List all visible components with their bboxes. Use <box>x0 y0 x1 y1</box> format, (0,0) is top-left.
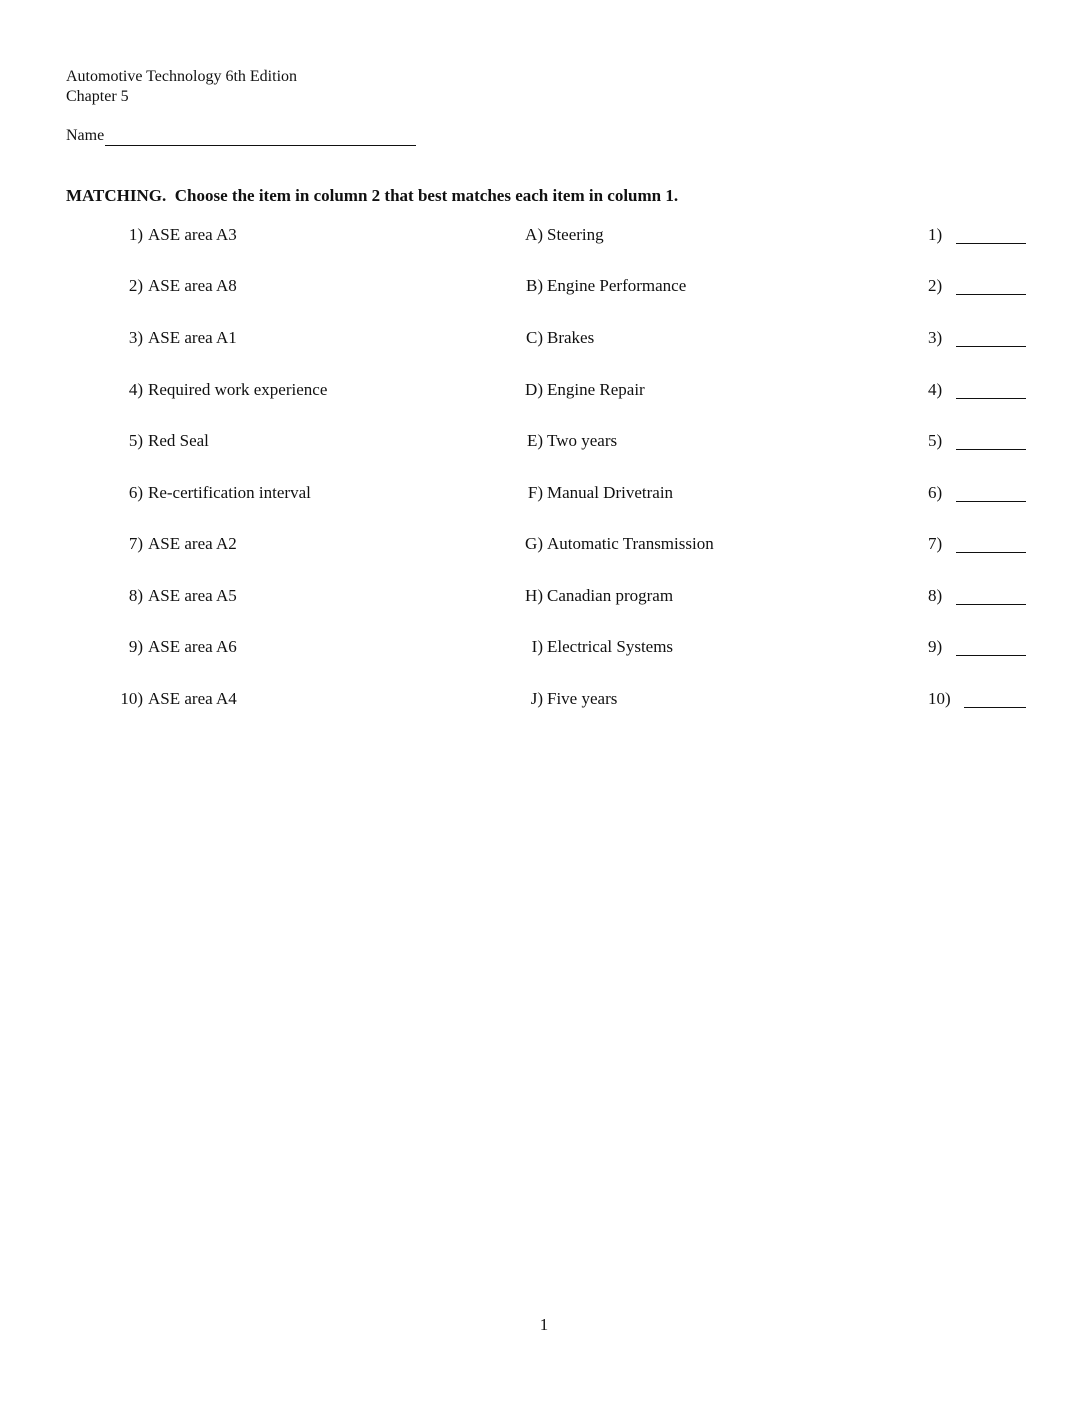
item-number: 5) <box>128 431 143 450</box>
matching-row <box>0 481 1088 505</box>
matching-row <box>0 687 1088 711</box>
item-number: 6) <box>128 483 143 502</box>
option-letter: H) <box>525 586 543 605</box>
answer-blank[interactable] <box>964 707 1026 708</box>
column-1-item: ASE area A1 <box>148 328 237 347</box>
option-letter: D) <box>525 380 543 399</box>
answer-blank[interactable] <box>956 655 1026 656</box>
matching-row <box>0 274 1088 298</box>
column-2-item: Brakes <box>547 328 595 347</box>
column-2-item: Engine Performance <box>547 276 687 295</box>
document-header <box>66 67 297 107</box>
column-1-item: Re-certification interval <box>148 483 311 502</box>
option-letter: J) <box>530 689 543 708</box>
answer-number: 4) <box>928 380 943 399</box>
column-1-item: ASE area A6 <box>148 637 237 656</box>
item-number: 3) <box>128 328 143 347</box>
answer-number: 2) <box>928 276 943 295</box>
item-number: 4) <box>128 380 143 399</box>
answer-blank[interactable] <box>956 552 1026 553</box>
column-2-item: Five years <box>547 689 618 708</box>
column-2-item: Electrical Systems <box>547 637 674 656</box>
answer-blank[interactable] <box>956 604 1026 605</box>
item-number: 2) <box>128 276 143 295</box>
answer-blank[interactable] <box>956 449 1026 450</box>
option-letter: E) <box>526 431 543 450</box>
matching-row <box>0 429 1088 453</box>
chapter-label: Chapter 5 <box>66 88 129 105</box>
answer-number: 7) <box>928 534 943 553</box>
column-1-item: ASE area A2 <box>148 534 237 553</box>
answer-number: 9) <box>928 637 943 656</box>
name-blank-line[interactable] <box>105 128 416 146</box>
column-2-item: Automatic Transmission <box>547 534 714 553</box>
column-2-item: Two years <box>547 431 618 450</box>
answer-blank[interactable] <box>956 346 1026 347</box>
option-letter: A) <box>525 225 543 244</box>
column-1-item: ASE area A5 <box>148 586 237 605</box>
name-label: Name <box>66 127 105 144</box>
column-1-item: Red Seal <box>148 431 209 450</box>
option-letter: C) <box>526 328 543 347</box>
matching-row <box>0 223 1088 247</box>
matching-row <box>0 532 1088 556</box>
item-number: 9) <box>128 637 143 656</box>
answer-blank[interactable] <box>956 501 1026 502</box>
item-number: 8) <box>128 586 143 605</box>
option-letter: G) <box>525 534 543 553</box>
column-1-item: ASE area A8 <box>148 276 237 295</box>
column-1-item: ASE area A3 <box>148 225 237 244</box>
option-letter: B) <box>526 276 543 295</box>
answer-number: 8) <box>928 586 943 605</box>
item-number: 1) <box>128 225 143 244</box>
option-letter: F) <box>527 483 543 502</box>
document-title: Automotive Technology 6th Edition <box>66 68 298 85</box>
answer-blank[interactable] <box>956 243 1026 244</box>
answer-number: 1) <box>928 225 943 244</box>
matching-row <box>0 326 1088 350</box>
answer-blank[interactable] <box>956 294 1026 295</box>
column-2-item: Steering <box>547 225 604 244</box>
column-1-item: Required work experience <box>148 380 328 399</box>
matching-row <box>0 378 1088 402</box>
matching-row <box>0 584 1088 608</box>
answer-number: 3) <box>928 328 943 347</box>
answer-number: 6) <box>928 483 943 502</box>
column-1-item: ASE area A4 <box>148 689 237 708</box>
matching-row <box>0 635 1088 659</box>
column-2-item: Canadian program <box>547 586 674 605</box>
answer-number: 5) <box>928 431 943 450</box>
answer-number: 10) <box>928 689 951 708</box>
item-number: 7) <box>128 534 143 553</box>
name-row <box>66 126 416 146</box>
column-2-item: Manual Drivetrain <box>547 483 674 502</box>
page-number: 1 <box>539 1315 549 1334</box>
option-letter: I) <box>531 637 543 656</box>
matching-instructions: MATCHING. Choose the item in column 2 that best matches each item in column 1. <box>66 186 679 205</box>
column-2-item: Engine Repair <box>547 380 645 399</box>
item-number: 10) <box>120 689 143 708</box>
answer-blank[interactable] <box>956 398 1026 399</box>
